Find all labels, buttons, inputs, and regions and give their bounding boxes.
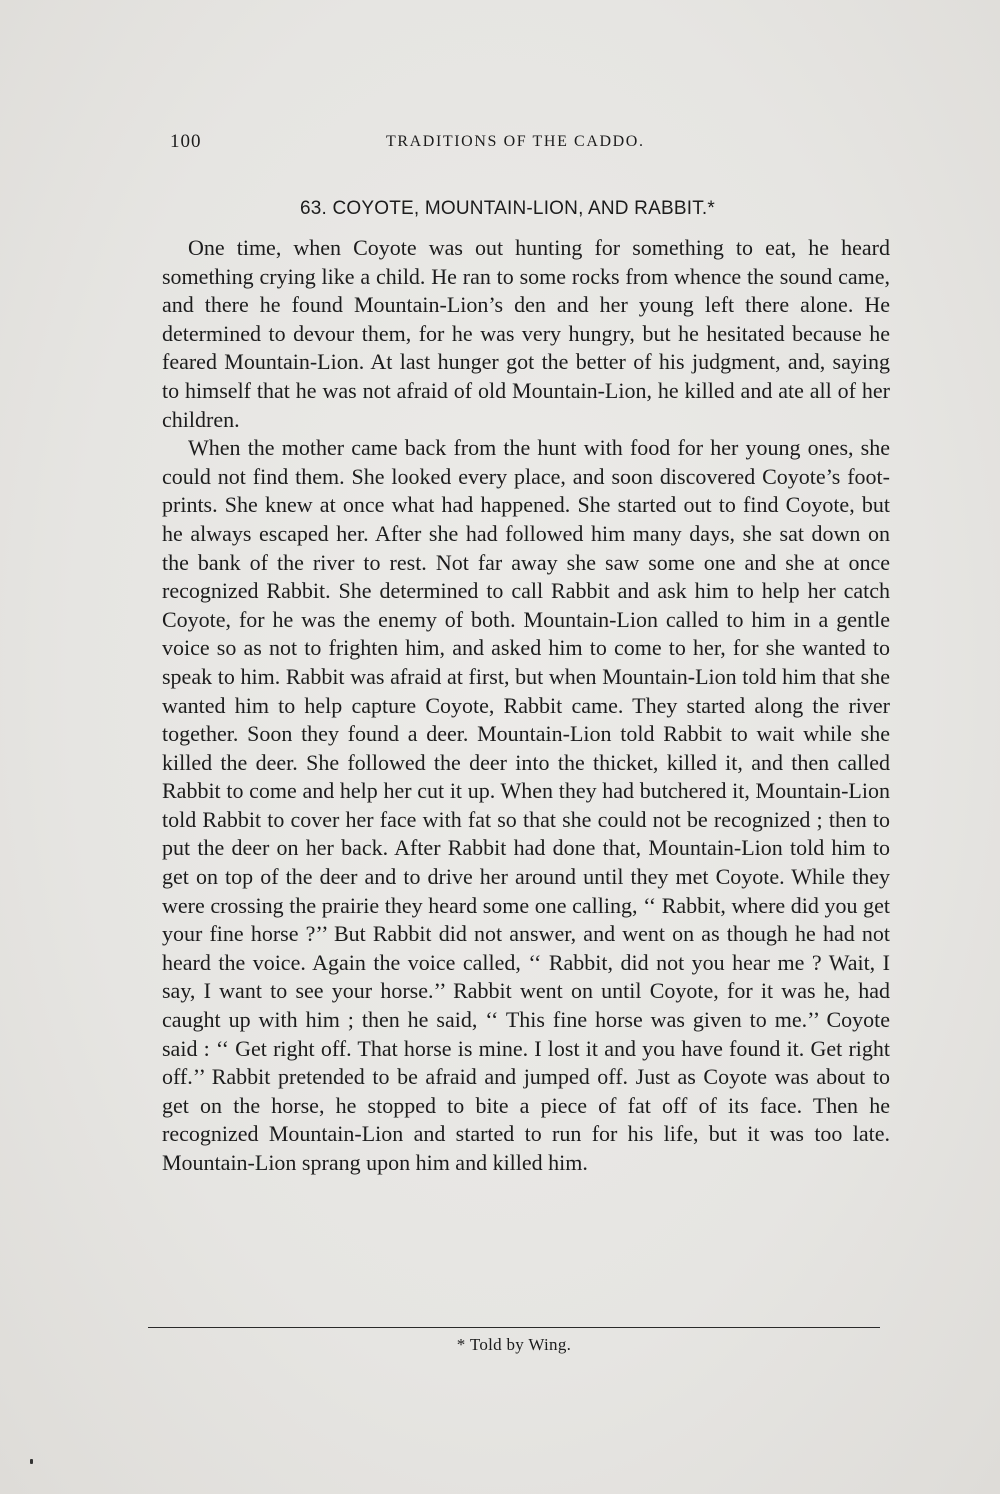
- running-head: [170, 131, 890, 155]
- running-title: TRADITIONS OF THE CADDO.: [386, 133, 645, 150]
- paragraph: One time, when Coyote was out hunting for something to eat, he heard something crying like a child. He ran to some rocks from whence the sound came, and there he found Mountain-Lion’s den and her young left there alone. He determined to devour them, for he was very hungry, but he hesitated because he feared Mountain-Lion. At last hunger got the better of his judgment, and, saying to himself that he was not afraid of old Mountain-Lion, he killed and ate all of her children.: [162, 235, 890, 432]
- paragraph: When the mother came back from the hunt with food for her young ones, she could not find them. She looked every place, and soon discovered Coyote’s foot-prints. She knew at once what had happened. She started out to find Coyote, but he always escaped her. After she had followed him many days, she sat down on the bank of the river to rest. Not far away she saw some one and she at once recognized Rabbit. She determined to call Rabbit and ask him to help her catch Coyote, for he was the enemy of both. Mountain-Lion called to him in a gentle voice so as not to frighten him, and asked him to come to her, for she wanted to speak to him. Rabbit was afraid at first, but when Mountain-Lion told him that she wanted him to help capture Coyote, Rabbit came. They started along the river together. Soon they found a deer. Mountain-Lion told Rabbit to wait while she killed the deer. She followed the deer into the thicket, killed it, and then called Rabbit to come and help her cut it up. When they had butchered it, Mountain-Lion told Rabbit to cover her face with fat so that she could not be recognized ; then to put the deer on her back. After Rabbit had done that, Mountain-Lion told him to get on top of the deer and to drive her around until they met Coyote. While they were crossing the prairie they heard some one calling, ‘‘ Rabbit, where did you get your fine horse ?’’ But Rabbit did not answer, and went on as though he had not heard the voice. Again the voice called, ‘‘ Rabbit, did not you hear me ? Wait, I say, I want to see your horse.’’ Rabbit went on until Coyote, for it was he, had caught up with him ; then he said, ‘‘ This fine horse was given to me.’’ Coyote said : ‘‘ Get right off. That horse is mine. I lost it and you have found it. Get right off.’’ Rabbit pretended to be afraid and jumped off. Just as Coyote was about to get on the horse, he stopped to bite a piece of fat off of its face. Then he recognized Mountain-Lion and started to run for his life, but it was too late. Mountain-Lion sprang upon him and killed him.: [162, 435, 890, 1175]
- footnote: * Told by Wing.: [456, 1335, 572, 1354]
- story-title: 63. COYOTE, MOUNTAIN-LION, AND RABBIT.*: [300, 198, 715, 219]
- print-speck: [30, 1459, 33, 1464]
- page-number: 100: [170, 131, 202, 152]
- footnote-divider: [148, 1327, 880, 1328]
- story-body: [162, 234, 890, 1178]
